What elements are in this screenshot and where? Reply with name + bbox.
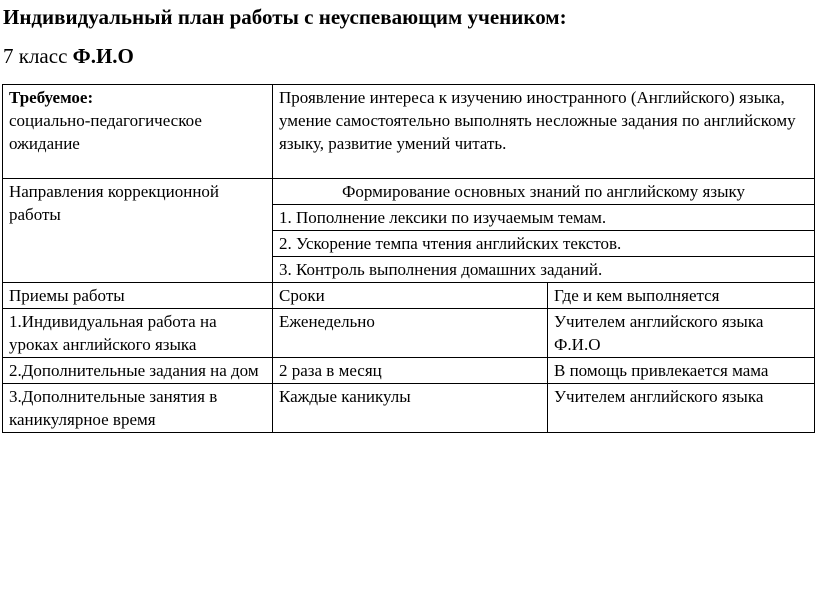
expected-sublabel: социально-педагогическое ожидание: [9, 111, 202, 153]
method-cell: 2.Дополнительные задания на дом: [3, 358, 273, 384]
table-header-row: [3, 283, 815, 309]
expected-label: Требуемое:: [9, 88, 94, 107]
expected-label-cell: [3, 85, 273, 179]
direction-item: 3. Контроль выполнения домашних заданий.: [273, 257, 815, 283]
page-title: Индивидуальный план работы с неуспевающим учеником:: [3, 5, 567, 29]
table-row: [3, 358, 815, 384]
column-header-terms: Сроки: [273, 283, 548, 309]
direction-item: Формирование основных знаний по английскому языку: [273, 179, 815, 205]
expected-text-cell: Проявление интереса к изучению иностранного (Английского) языка, умение самостоятельно выполнять несложные задания по английскому языку, развитие умений читать.: [273, 85, 815, 179]
method-cell: 1.Индивидуальная работа на уроках английского языка: [3, 309, 273, 358]
table-row: [3, 309, 815, 358]
expected-row: [3, 85, 815, 179]
term-cell: 2 раза в месяц: [273, 358, 548, 384]
table-row: [3, 384, 815, 433]
column-header-who: Где и кем выполняется: [548, 283, 815, 309]
directions-label-cell: Направления коррекционной работы: [3, 179, 273, 283]
term-cell: Каждые каникулы: [273, 384, 548, 433]
student-line: [3, 43, 134, 69]
who-cell: В помощь привлекается мама: [548, 358, 815, 384]
term-cell: Еженедельно: [273, 309, 548, 358]
student-name-label: Ф.И.О: [72, 44, 134, 68]
who-cell: Учителем английского языка Ф.И.О: [548, 309, 815, 358]
column-header-methods: Приемы работы: [3, 283, 273, 309]
work-plan-table: [2, 84, 815, 433]
direction-item: 2. Ускорение темпа чтения английских текстов.: [273, 231, 815, 257]
method-cell: 3.Дополнительные занятия в каникулярное время: [3, 384, 273, 433]
direction-row: [3, 179, 815, 205]
who-cell: Учителем английского языка: [548, 384, 815, 433]
grade-label: 7 класс: [3, 44, 68, 68]
direction-item: 1. Пополнение лексики по изучаемым темам.: [273, 205, 815, 231]
